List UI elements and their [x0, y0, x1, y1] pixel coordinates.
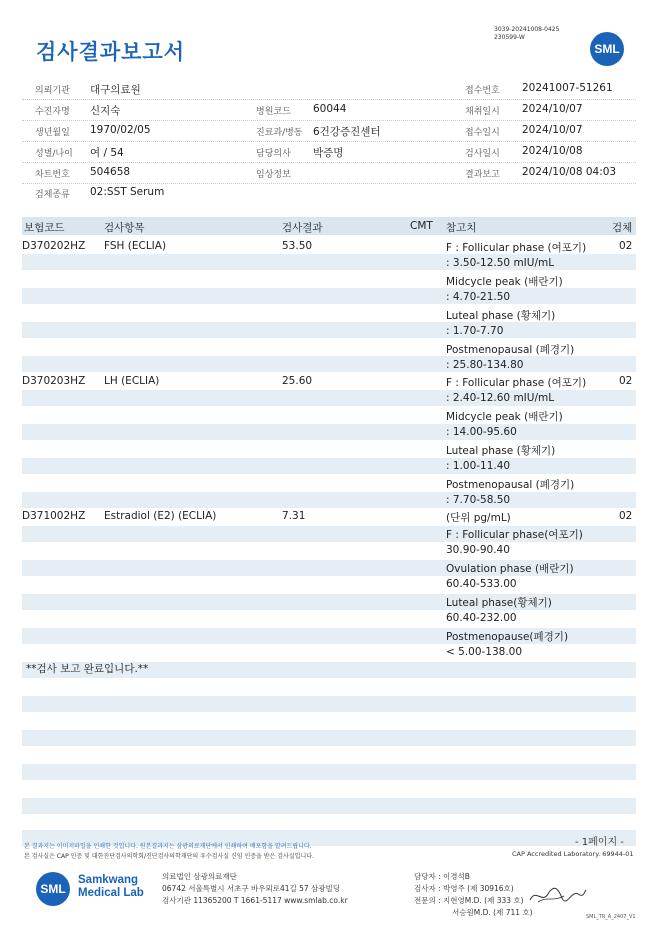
row-reference-line: Postmenopause(폐경기): [446, 631, 569, 643]
row-band: [22, 288, 636, 304]
row-reference-line: Luteal phase(황체기): [446, 597, 552, 609]
signature-scribble: [528, 884, 588, 906]
header-cmt: CMT: [410, 220, 433, 232]
dept-label: 진료과/병동: [256, 128, 303, 138]
row-reference-line: : 2.40-12.60 mIU/mL: [446, 392, 555, 404]
row-reference-line: Luteal phase (황체기): [446, 445, 556, 457]
birth-label: 생년월일: [35, 128, 70, 138]
clinical-label: 임상정보: [256, 170, 291, 180]
brand-name: [78, 874, 144, 900]
cap-accreditation: CAP Accredited Laboratory. 69944-01: [512, 850, 634, 858]
row-result: 53.50: [282, 240, 313, 252]
row-result: 25.60: [282, 375, 313, 387]
header-ref: 참고치: [446, 222, 477, 234]
info-row-3: [22, 121, 636, 142]
sml-logo: SML: [590, 32, 624, 66]
row-reference-line: Luteal phase (황체기): [446, 310, 556, 322]
row-band: [22, 764, 636, 780]
info-row-2: [22, 100, 636, 121]
brand-line1: Samkwang: [78, 874, 139, 886]
specimen-value: 02:SST Serum: [90, 186, 165, 198]
row-reference-line: Ovulation phase (배란기): [446, 563, 574, 575]
test-date-value: 2024/10/08: [522, 145, 583, 157]
row-reference-line: : 25.80-134.80: [446, 359, 524, 371]
row-reference-line: F : Follicular phase (여포기): [446, 242, 587, 254]
receipt-date-label: 접수일시: [465, 128, 500, 138]
row-band: [22, 730, 636, 746]
row-specimen: 02: [619, 510, 633, 522]
report-code: [494, 26, 559, 42]
row-reference-line: : 7.70-58.50: [446, 494, 511, 506]
footer-note-1: 본 결과지는 이미지파일을 인쇄한 것입니다. 원본결과지는 삼광의료재단에서 인쇄하여 배포함을 알려드립니다.: [24, 843, 312, 850]
header-item: 검사항목: [104, 222, 145, 234]
footer-note-2: 본 검사실은 CAP 인증 및 대한진단검사의학회/진단검사의학재단의 우수검사실 신임 인증을 받은 검사실입니다.: [24, 853, 314, 860]
row-band: [22, 696, 636, 712]
row-reference-line: Postmenopausal (폐경기): [446, 479, 575, 491]
info-row-4: [22, 142, 636, 163]
specimen-label: 검체종류: [35, 190, 70, 200]
signatories: [414, 871, 533, 919]
row-band: [22, 424, 636, 440]
test-date-label: 검사일시: [465, 149, 500, 159]
page-title: 검사결과보고서: [36, 40, 186, 64]
row-reference-line: : 1.00-11.40: [446, 460, 511, 472]
patient-label: 수진자명: [35, 107, 70, 117]
row-specimen: 02: [619, 375, 633, 387]
chart-no-label: 차트번호: [35, 170, 70, 180]
lab-address: [162, 871, 348, 907]
complete-note: **검사 보고 완료입니다.**: [26, 663, 149, 675]
sign-line2: 검사자 : 박영주 (제 30916호): [414, 884, 514, 893]
row-reference-line: < 5.00-138.00: [446, 646, 523, 658]
chart-no-value: 504658: [90, 166, 131, 178]
row-band: [22, 458, 636, 474]
row-reference-line: 60.40-533.00: [446, 578, 517, 590]
address-line2: 06742 서울특별시 서초구 바우뫼로41길 57 삼광빌딩: [162, 884, 341, 893]
row-reference-line: F : Follicular phase (여포기): [446, 377, 587, 389]
report-date-label: 결과보고: [465, 170, 500, 180]
row-reference-line: Postmenopausal (폐경기): [446, 344, 575, 356]
report-code-line2: 230599-W: [494, 34, 525, 41]
row-reference-line: (단위 pg/mL): [446, 512, 511, 524]
row-reference-line: 30.90-90.40: [446, 544, 510, 556]
row-item: FSH (ECLIA): [104, 240, 167, 252]
sex-age-label: 성별/나이: [35, 149, 73, 159]
row-band: [22, 492, 636, 508]
row-reference-line: : 1.70-7.70: [446, 325, 504, 337]
results-table-header: [22, 217, 636, 235]
sml-footer-logo: SML: [36, 872, 70, 906]
row-reference-line: Midcycle peak (배란기): [446, 276, 563, 288]
sex-age-value: 여 / 54: [90, 147, 124, 159]
dept-value: 6건강증진센터: [313, 126, 381, 138]
address-line1: 의료법인 삼광의료재단: [162, 872, 237, 881]
row-code: D370202HZ: [22, 240, 86, 252]
brand-line2: Medical Lab: [78, 887, 144, 899]
row-band: [22, 322, 636, 338]
receipt-no-label: 접수번호: [465, 86, 500, 96]
row-reference-line: 60.40-232.00: [446, 612, 517, 624]
receipt-no-value: 20241007-51261: [522, 82, 613, 94]
row-item: LH (ECLIA): [104, 375, 160, 387]
row-code: D370203HZ: [22, 375, 86, 387]
row-band: [22, 798, 636, 814]
row-code: D371002HZ: [22, 510, 86, 522]
doctor-value: 박증명: [313, 147, 344, 159]
report-code-line1: 3039-20241008-0425: [494, 26, 560, 33]
doctor-label: 담당의사: [256, 149, 291, 159]
row-reference-line: : 4.70-21.50: [446, 291, 511, 303]
birth-value: 1970/02/05: [90, 124, 151, 136]
row-result: 7.31: [282, 510, 306, 522]
row-reference-line: : 3.50-12.50 mIU/mL: [446, 257, 555, 269]
sign-line3: 전문의 : 지현영M.D. (제 333 호): [414, 896, 524, 905]
institution-label: 의뢰기관: [35, 86, 70, 96]
form-code: SML_TR_A_2407_V1: [586, 914, 636, 920]
receipt-date-value: 2024/10/07: [522, 124, 583, 136]
row-item: Estradiol (E2) (ECLIA): [104, 510, 217, 522]
header-specimen: 검체: [612, 222, 633, 234]
hospital-code-label: 병원코드: [256, 107, 291, 117]
institution-value: 대구의료원: [90, 84, 141, 96]
row-reference-line: : 14.00-95.60: [446, 426, 517, 438]
hospital-code-value: 60044: [313, 103, 347, 115]
address-line3: 검사기관 11365200 T 1661-5117 www.smlab.co.kr: [162, 896, 348, 905]
sign-line1: 담당자 : 이경석B: [414, 872, 470, 881]
info-row-5: [22, 163, 636, 184]
header-result: 검사결과: [282, 222, 323, 234]
collect-date-value: 2024/10/07: [522, 103, 583, 115]
row-band: [22, 356, 636, 372]
page-number: - 1페이지 -: [575, 837, 624, 848]
sign-line4: 서승원M.D. (제 711 호): [452, 908, 533, 917]
info-row-6: [22, 183, 636, 203]
header-code: 보험코드: [24, 222, 65, 234]
row-reference-line: Midcycle peak (배란기): [446, 411, 563, 423]
row-specimen: 02: [619, 240, 633, 252]
patient-value: 신지숙: [90, 105, 121, 117]
info-row-1: [22, 79, 636, 100]
row-reference-line: F : Follicular phase(여포기): [446, 529, 583, 541]
collect-date-label: 채취일시: [465, 107, 500, 117]
report-date-value: 2024/10/08 04:03: [522, 166, 617, 178]
